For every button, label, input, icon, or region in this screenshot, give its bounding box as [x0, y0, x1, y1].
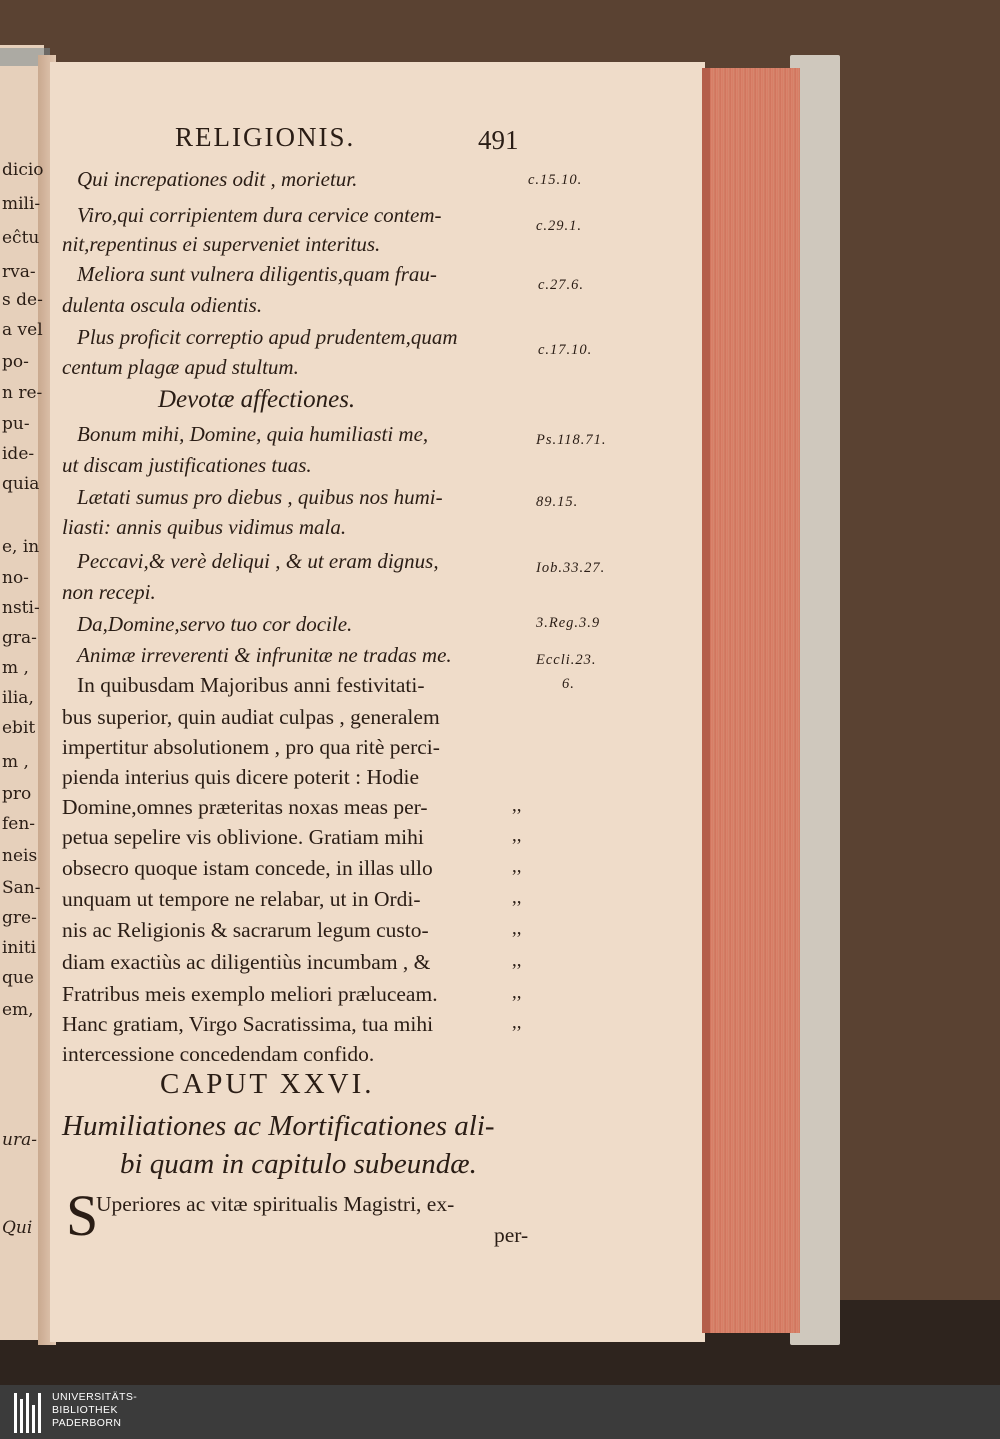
left-fragment: fen- [2, 814, 36, 834]
affection-line: Da,Domine,servo tuo cor docile. [77, 612, 353, 636]
paragraph-line: Fratribus meis exemplo meliori præluceam. [62, 982, 438, 1006]
left-fragment: San- [2, 878, 41, 898]
affection-line: non recepi. [62, 580, 156, 604]
left-fragment: m , [2, 658, 29, 678]
left-fragment: Qui [2, 1218, 33, 1238]
quotation-mark: ,, [512, 795, 522, 816]
left-fragment: que [2, 968, 34, 988]
quote-line: nit,repentinus ei superveniet interitus. [62, 232, 381, 256]
left-fragment: nsti- [2, 598, 40, 618]
quote-line: Meliora sunt vulnera diligentis,quam frau- [77, 262, 437, 286]
paragraph-line: petua sepelire vis oblivione. Gratiam mihi [62, 825, 424, 849]
quotation-mark: ,, [512, 887, 522, 908]
scripture-reference: 89.15. [536, 494, 579, 510]
scripture-reference: c.27.6. [538, 277, 585, 293]
chapter-number: CAPUT XXVI. [160, 1068, 375, 1100]
red-page-edges [702, 68, 800, 1333]
scripture-reference: Ps.118.71. [536, 432, 607, 448]
running-head: RELIGIONIS. [175, 122, 356, 152]
scripture-reference: Eccli.23. [536, 652, 597, 668]
left-fragment: ide- [2, 444, 35, 464]
left-fragment: dicio [2, 160, 44, 180]
left-fragment: neis [2, 846, 38, 866]
left-fragment: ilia, [2, 688, 34, 708]
page-edge-shadow [702, 68, 710, 1333]
paragraph-line: unquam ut tempore ne relabar, ut in Ordi- [62, 887, 421, 911]
quotation-mark: ,, [512, 982, 522, 1003]
left-fragment: n re- [2, 383, 43, 403]
quote-line: Viro,qui corripientem dura cervice contem- [77, 203, 442, 227]
catchword: per- [494, 1223, 529, 1247]
affection-line: Animæ irreverenti & infrunitæ ne tradas me. [77, 643, 452, 667]
quote-line: Plus proficit correptio apud prudentem,quam [77, 325, 458, 349]
left-fragment: gra- [2, 628, 37, 648]
left-fragment: gre- [2, 908, 37, 928]
left-fragment: ura- [2, 1130, 37, 1150]
scripture-reference: c.29.1. [536, 218, 583, 234]
affection-line: Bonum mihi, Domine, quia humiliasti me, [77, 422, 429, 446]
left-fragment: m , [2, 752, 29, 772]
quote-line: dulenta oscula odientis. [62, 293, 263, 317]
page-number: 491 [478, 125, 519, 155]
left-fragment: po- [2, 352, 29, 372]
paragraph-line: diam exactiùs ac diligentiùs incumbam , & [62, 950, 431, 974]
library-name-line: BIBLIOTHEK [52, 1404, 118, 1416]
left-fragment: eĉtu [2, 228, 40, 248]
chapter-title: bi quam in capitulo subeundæ. [120, 1148, 477, 1180]
paragraph-line: Domine,omnes præteritas noxas meas per- [62, 795, 428, 819]
paragraph-line: obsecro quoque istam concede, in illas ullo [62, 856, 433, 880]
left-fragment: em, [2, 1000, 34, 1020]
quotation-mark: ,, [512, 856, 522, 877]
affection-line: Lætati sumus pro diebus , quibus nos humi- [77, 485, 443, 509]
left-fragment: initi [2, 938, 37, 958]
scripture-reference: Iob.33.27. [536, 560, 606, 576]
quotation-mark: ,, [512, 1012, 522, 1033]
left-fragment: a vel [2, 320, 43, 340]
quotation-mark: ,, [512, 950, 522, 971]
paragraph-line: intercessione concedendam confido. [62, 1042, 375, 1066]
library-logo-icon [14, 1393, 44, 1433]
left-fragment: quia [2, 474, 40, 494]
paragraph-line: nis ac Religionis & sacrarum legum custo- [62, 918, 429, 942]
paragraph-line: bus superior, quin audiat culpas , generalem [62, 705, 440, 729]
scripture-reference: 6. [562, 676, 575, 692]
paragraph-line: impertitur absolutionem , pro qua ritè perci- [62, 735, 440, 759]
left-fragment: e, in [2, 537, 40, 557]
affection-line: liasti: annis quibus vidimus mala. [62, 515, 347, 539]
paragraph-line: Hanc gratiam, Virgo Sacratissima, tua mihi [62, 1012, 434, 1036]
left-fragment: pro [2, 784, 32, 804]
section-heading: Devotæ affectiones. [158, 386, 356, 413]
left-fragment: no- [2, 568, 29, 588]
scripture-reference: c.15.10. [528, 172, 583, 188]
affection-line: ut discam justificationes tuas. [62, 453, 312, 477]
library-name-line: PADERBORN [52, 1417, 122, 1429]
paragraph-line: In quibusdam Majoribus anni festivitati- [77, 673, 425, 697]
affection-line: Peccavi,& verè deliqui , & ut eram dignus, [77, 549, 439, 573]
scripture-reference: 3.Reg.3.9 [536, 615, 601, 631]
scripture-reference: c.17.10. [538, 342, 593, 358]
quotation-mark: ,, [512, 825, 522, 846]
left-fragment: rva- [2, 262, 36, 282]
drop-cap: S [66, 1183, 99, 1248]
quote-line: Qui increpationes odit , morietur. [77, 167, 358, 191]
library-name-line: UNIVERSITÄTS- [52, 1391, 138, 1403]
paragraph-line: pienda interius quis dicere poterit : Hodie [62, 765, 420, 789]
chapter-title: Humiliationes ac Mortificationes ali- [62, 1110, 495, 1142]
footer-bar [0, 1385, 1000, 1439]
quotation-mark: ,, [512, 918, 522, 939]
left-fragment: mili- [2, 194, 41, 214]
paragraph-line: Uperiores ac vitæ spiritualis Magistri, ex- [96, 1192, 455, 1216]
left-fragment: s de- [2, 290, 43, 310]
quote-line: centum plagæ apud stultum. [62, 355, 299, 379]
left-fragment: pu- [2, 414, 30, 434]
left-fragment: ebit [2, 718, 36, 738]
